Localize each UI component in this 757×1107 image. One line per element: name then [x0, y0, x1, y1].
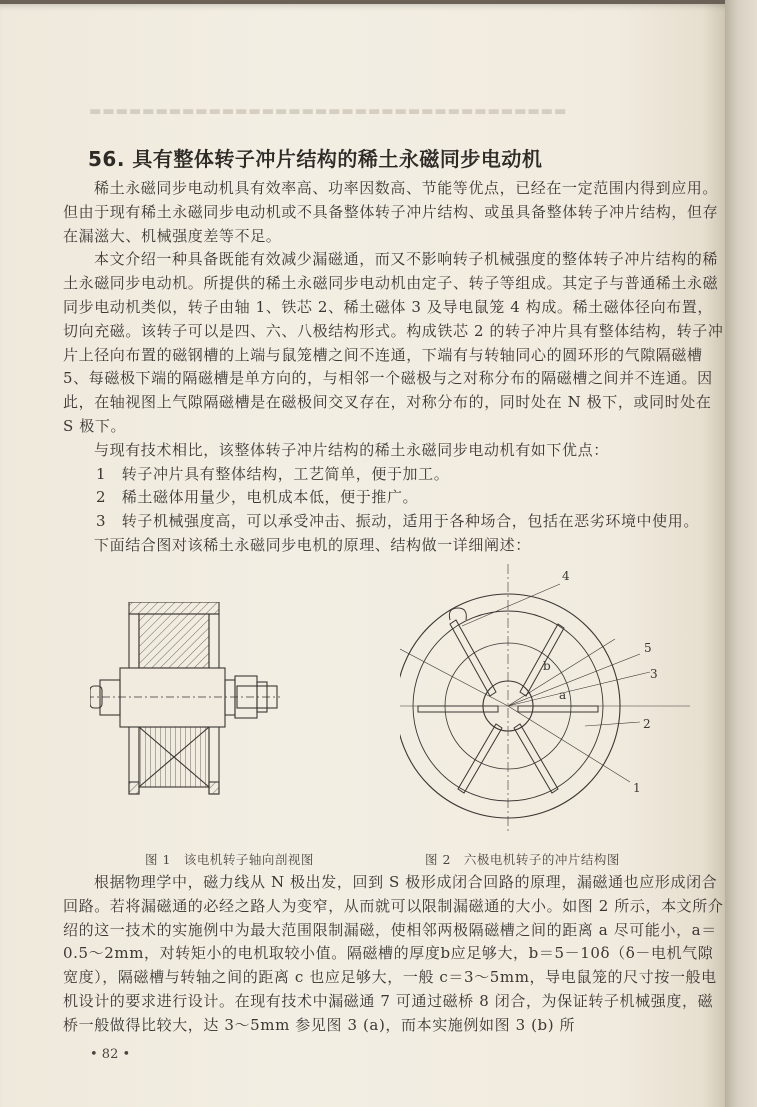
advantage-item: 1 转子冲片具有整体结构，工艺简单，便于加工。 — [96, 464, 450, 483]
book-spine-edge — [725, 0, 757, 1107]
label-1: 1 — [633, 781, 641, 795]
paragraph: 与现有技术相比，该整体转子冲片结构的稀土永磁同步电动机有如下优点： — [94, 440, 609, 459]
figure-1-caption: 图 1 该电机转子轴向剖视图 — [145, 852, 314, 867]
paragraph: 本文介绍一种具备既能有效减少漏磁通，而又不影响转子机械强度的整体转子冲片结构的稀土永磁同步电动机。所提供的稀土永磁同步电动机由定子、转子等组成。其定子与普通稀土永磁同步电动机类似，转子由轴 1、铁芯 2、稀土磁体 3 及导电鼠笼 4 构成。稀土磁体径向布置，切向充磁。该转子可以是四、六、八极结构形式。构成铁芯 2 的转子冲片具有整体结构，转子冲片上径向布置的磁钢槽的上端与鼠笼槽之间不连通，下端有与转轴同心的圆环形的气隙隔磁槽 5、每磁极下端的隔磁槽是单方向的，与相邻一个磁极与之对称分布的隔磁槽之间并不连通。因此，在轴视图上气隙隔磁槽是在磁极间交叉存在，对称分布的，同时处在 N 极下，或同时处在 S 极下。 — [63, 250, 724, 435]
figure-2-caption: 图 2 六极电机转子的冲片结构图 — [425, 852, 620, 867]
label-5: 5 — [644, 641, 652, 655]
advantage-item: 2 稀土磁体用量少，电机成本低，便于推广。 — [96, 488, 419, 507]
paragraph: 稀土永磁同步电动机具有效率高、功率因数高、节能等优点，已经在一定范围内得到应用。但由于现有稀土永磁同步电动机或不具备整体转子冲片结构、或虽具备整体转子冲片结构，但存在漏滋大、机械强度差等不足。 — [63, 179, 719, 245]
page-number: • 82 • — [90, 1047, 131, 1062]
label-a: a — [559, 688, 567, 702]
label-2: 2 — [643, 717, 651, 731]
figure-1-rotor-section — [90, 602, 280, 812]
bleed-through-text: ▬▬▬▬▬▬▬▬▬▬▬▬▬▬▬▬▬▬▬▬▬▬▬▬▬▬▬▬▬▬▬▬▬▬▬▬ — [88, 104, 567, 119]
label-b: b — [543, 659, 551, 673]
book-page — [0, 4, 725, 1107]
label-3: 3 — [650, 667, 658, 681]
article-body-top — [63, 177, 725, 558]
advantage-item: 3 转子机械强度高，可以承受冲击、振动，适用于各种场合，包括在恶劣环境中使用。 — [96, 512, 699, 531]
paragraph: 根据物理学中，磁力线从 N 极出发，回到 S 极形成闭合回路的原理，漏磁通也应形成闭合回路。若将漏磁通的必经之路人为变窄，从而就可以限制漏磁通的大小。如图 2 所示，本文所介绍的这一技术的实施例中为最大范围限制漏磁，使相邻两极隔磁槽之间的距离 a 尽可能小，a＝0.5～2mm，对转矩小的电机取较小值。隔磁槽的厚度b应足够大，b＝5－10δ（δ－电机气隙宽度），隔磁槽与转轴之间的距离 c 也应足够大，一般 c＝3～5mm，导电鼠笼的尺寸按一般电机设计的要求进行设计。在现有技术中漏磁通 7 可通过磁桥 8 闭合，为保证转子机械强度，磁桥一般做得比较大，达 3～5mm 参见图 3 (a)，而本实施例如图 3 (b) 所 — [63, 873, 724, 1034]
figure-2-rotor-lamination — [400, 564, 700, 834]
label-4: 4 — [562, 569, 570, 583]
paragraph: 下面结合图对该稀土永磁同步电机的原理、结构做一详细阐述： — [94, 535, 531, 554]
article-title: 56. 具有整体转子冲片结构的稀土永磁同步电动机 — [88, 147, 543, 172]
article-body-bottom — [63, 871, 725, 1038]
